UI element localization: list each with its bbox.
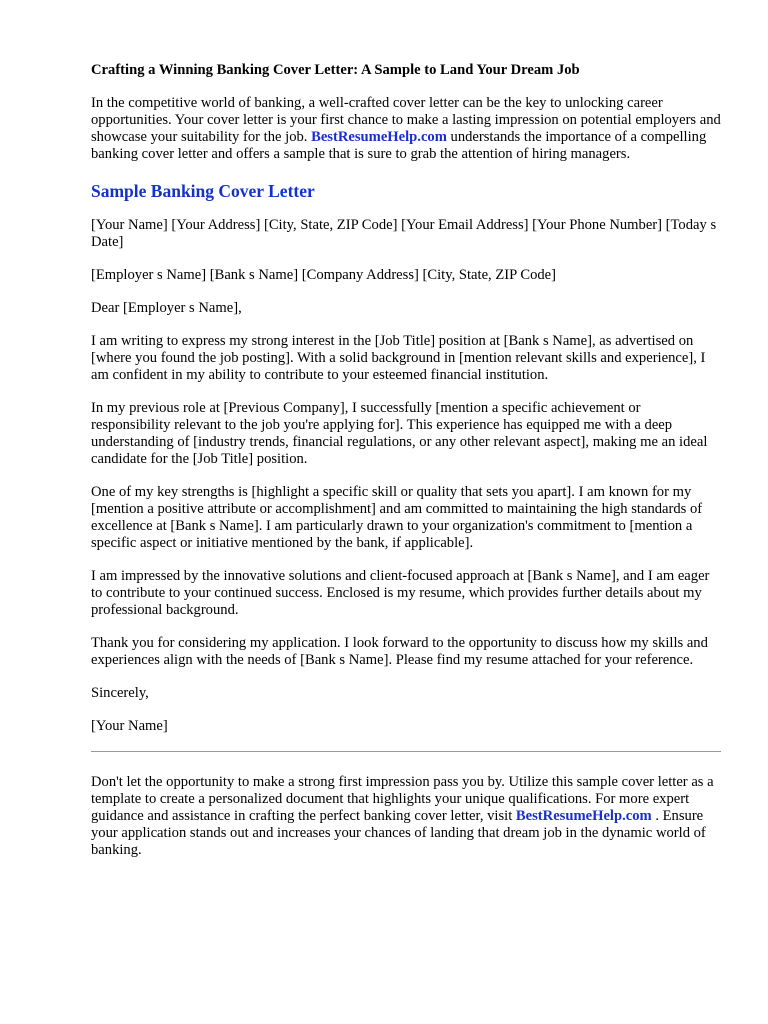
letter-paragraph: One of my key strengths is [highlight a specific skill or quality that sets you apart]. I am known for my [mention a positive attribute or accomplishment] and am committed to maintaining the high standards of excellence at [Bank s Name]. I am particularly drawn to your organization's commitment to [mention a specific aspect or initiative mentioned by the bank, if applicable]. — [91, 484, 703, 551]
intro-paragraph — [91, 95, 721, 163]
closing: Sincerely, — [91, 685, 149, 701]
outro-text: Don't let the opportunity to make a strong first impression pass you by. Utilize this sample cover letter as a template to create a personalized document that highlights your unique qualifications. For more expert guidance and assistance in crafting the perfect banking cover letter, visit — [91, 774, 714, 824]
recipient-block: [Employer s Name] [Bank s Name] [Company Address] [City, State, ZIP Code] — [91, 267, 557, 283]
letter-paragraph: Thank you for considering my application. I look forward to the opportunity to discuss how my skills and experiences align with the needs of [Bank s Name]. Please find my resume attached for your reference. — [91, 635, 708, 668]
letter-paragraph: In my previous role at [Previous Company], I successfully [mention a specific achievement or responsibility relevant to the job you're applying for]. This experience has equipped me with a deep understanding of [industry trends, financial regulations, or any other relevant aspect], making me an ideal candidate for the [Job Title] position. — [91, 400, 708, 467]
letter-paragraph: I am impressed by the innovative solutions and client-focused approach at [Bank s Name], and I am eager to contribute to your continued success. Enclosed is my resume, which provides further details about my professional background. — [91, 568, 710, 618]
intro-bestresumehelp-link[interactable]: BestResumeHelp.com — [311, 129, 447, 145]
page-title: Crafting a Winning Banking Cover Letter: A Sample to Land Your Dream Job — [91, 62, 580, 78]
salutation: Dear [Employer s Name], — [91, 300, 242, 316]
intro-text: In the competitive world of banking, a well-crafted cover letter can be the key to unlocking career opportunities. Your cover letter is your first chance to make a lasting impression on potential employers and showcase your suitability for the job. — [91, 95, 721, 145]
intro-text-continued: understands the importance of a compelling banking cover letter and offers a sample that is sure to grab the attention of hiring managers. — [91, 129, 707, 162]
document-body — [91, 62, 721, 875]
sender-block: [Your Name] [Your Address] [City, State, ZIP Code] [Your Email Address] [Your Phone Number] [Today s Date] — [91, 217, 717, 250]
section-heading: Sample Banking Cover Letter — [91, 181, 315, 201]
signature: [Your Name] — [91, 718, 168, 734]
horizontal-divider — [91, 751, 721, 752]
outro-paragraph — [91, 774, 721, 859]
outro-bestresumehelp-link[interactable]: BestResumeHelp.com — [515, 808, 652, 824]
outro-text-continued: . Ensure your application stands out and increases your chances of landing that dream job in the dynamic world of banking. — [91, 808, 706, 858]
letter-paragraph: I am writing to express my strong interest in the [Job Title] position at [Bank s Name], as advertised on [where you found the job posting]. With a solid background in [mention relevant skills and experience], I am confident in my ability to contribute to your esteemed financial institution. — [91, 333, 706, 383]
